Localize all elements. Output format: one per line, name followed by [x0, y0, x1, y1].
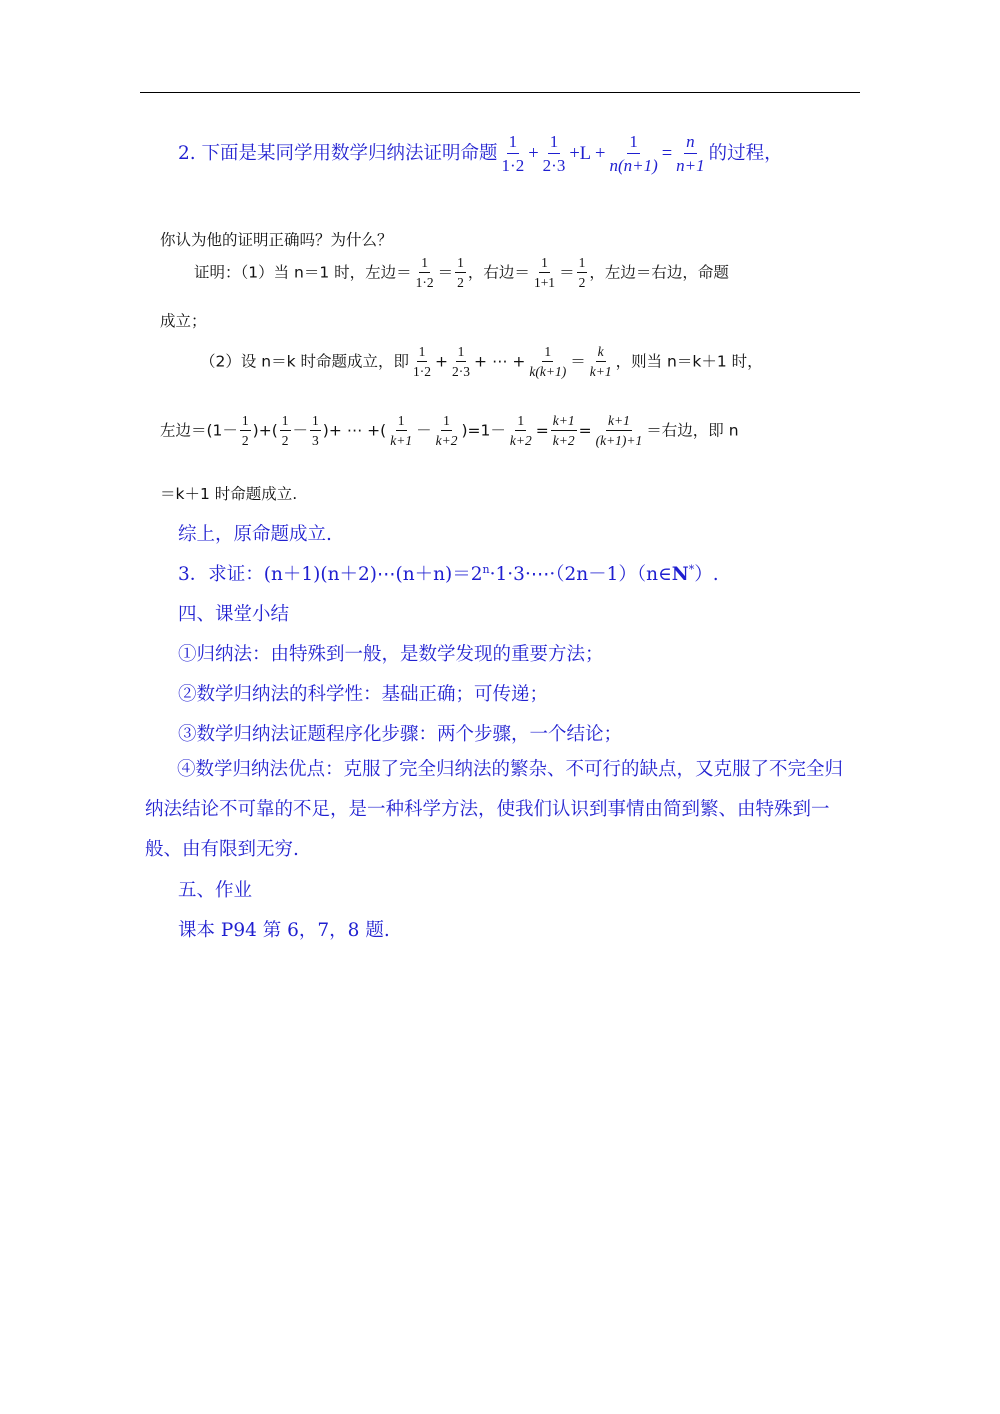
section-4-heading: 四、课堂小结 — [178, 604, 290, 625]
header-rule — [140, 92, 860, 93]
proof-step-3: 左边＝(1－ $\frac{1}{2}$ )+( $\frac{1}{2}$ － $\frac{1}{3}$ )+ ⋯ +( $\frac{1}{k+1}$ － $\frac{1}{k+2}$ )=1－ $\frac{1}{k+2}$ = $\frac{k+1}{k+2}$ = $\frac{k+1}{(k+1)+1}$ ＝右边，即 n — [160, 413, 739, 449]
homework-text: 课本 P94 第 6，7，8 题. — [178, 920, 390, 941]
problem-2-statement: 2. 下面是某同学用数学归纳法证明命题 $\frac{1}{1\cdot 2}$ + $\frac{1}{2\cdot 3}$ +L + $\frac{1}{n(n+1)}$ = $\frac{n}{n+1}$ 的过程， — [178, 132, 783, 175]
summary-item-1: ①归纳法：由特殊到一般，是数学发现的重要方法； — [178, 644, 604, 665]
proof-step-1-continued: 成立； — [160, 312, 207, 330]
proof-step-1: 证明：（1）当 n＝1 时，左边＝ $\frac{1}{1\cdot 2}$ ＝ $\frac{1}{2}$ ，右边＝ $\frac{1}{1+1}$ ＝ $\frac{1}{2}$ ，左边＝右边，命题 — [194, 255, 729, 291]
question-text: 你认为他的证明正确吗？为什么？ — [160, 231, 393, 249]
problem-3-statement: 3．求证：$(n+1)(n+2)\cdots(n+n)=2^n\cdot 1\cdot 3\cdot\cdots\cdot(2n-1)(n\in N^*)$. — [178, 562, 719, 585]
proof-step-2: （2）设 n＝k 时命题成立，即 $\frac{1}{1\cdot 2}$ + $\frac{1}{2\cdot 3}$ + ⋯ + $\frac{1}{k(k+1)}$ ＝ $\frac{k}{k+1}$ ，则当 n＝k＋1 时， — [200, 344, 763, 380]
summary-item-4: ④数学归纳法优点：克服了完全归纳法的繁杂、不可行的缺点，又克服了不完全归纳法结论不可靠的不足，是一种科学方法，使我们认识到事情由简到繁、由特殊到一般、由有限到无穷. — [145, 759, 844, 860]
conclusion-text: 综上，原命题成立. — [178, 524, 332, 545]
proof-step-3-continued: ＝k＋1 时命题成立. — [160, 485, 298, 503]
summary-item-3: ③数学归纳法证题程序化步骤：两个步骤，一个结论； — [178, 724, 623, 745]
section-5-heading: 五、作业 — [178, 880, 253, 901]
summary-item-2: ②数学归纳法的科学性：基础正确；可传递； — [178, 684, 549, 705]
